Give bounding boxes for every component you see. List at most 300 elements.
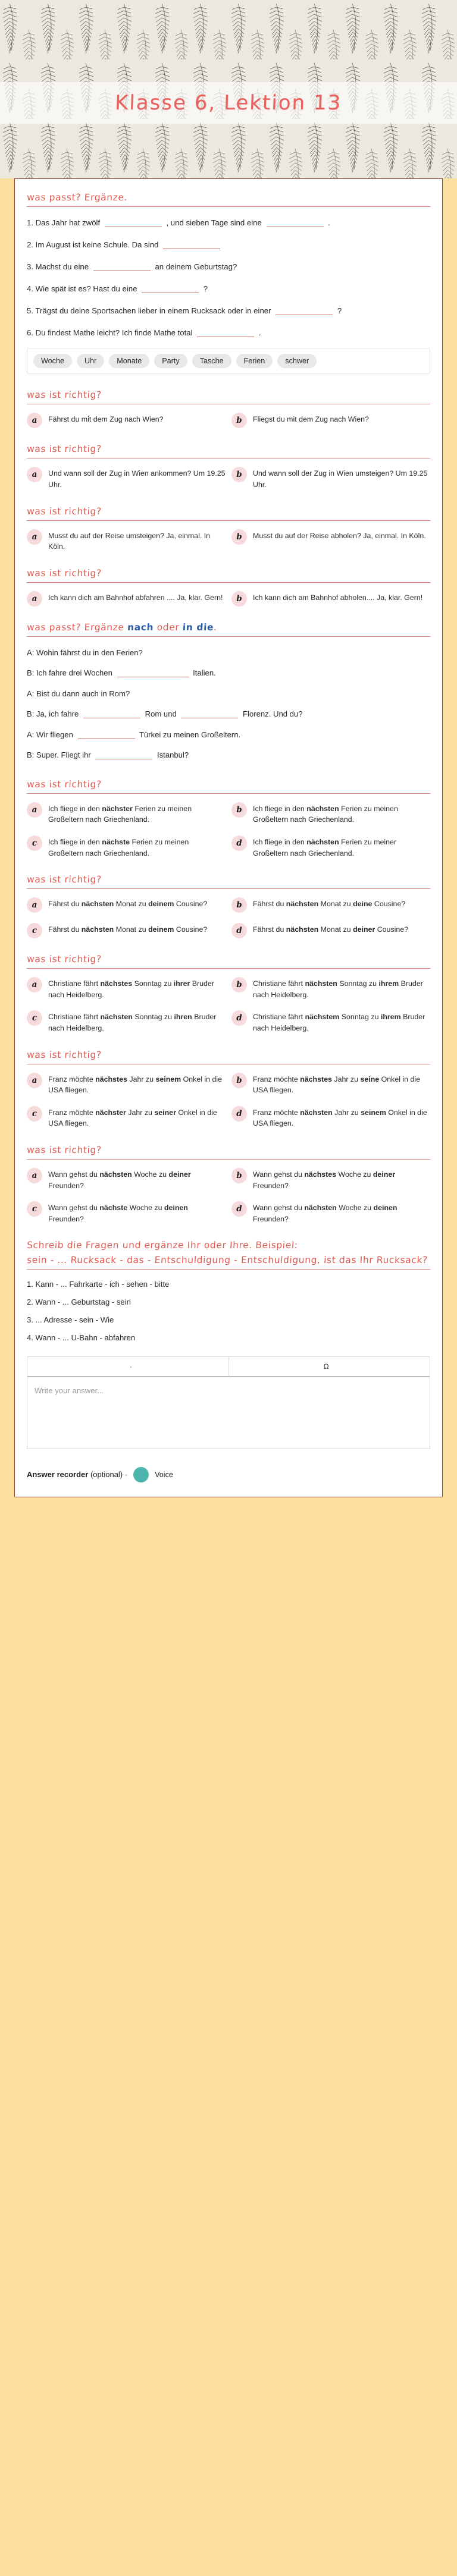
heading-divider: [27, 1269, 430, 1270]
worksheet-content: [15, 179, 442, 1455]
text-part: Christiane fährt: [48, 979, 101, 988]
option-badge: a: [27, 977, 42, 992]
heading-divider: [27, 582, 430, 583]
worksheet-sheet: [14, 178, 443, 1497]
section-heading: was ist richtig?: [26, 505, 102, 517]
example-prompt: sein - ... Rucksack - das - Entschuldigung: [26, 1255, 231, 1266]
blank-input[interactable]: [267, 218, 324, 227]
option-badge: a: [27, 1168, 42, 1183]
text-bold: nächsten: [81, 925, 114, 934]
blank-input[interactable]: [78, 730, 135, 739]
option-text: [48, 897, 207, 910]
text-part: Christiane fährt: [48, 1013, 101, 1022]
text-part: Cousine?: [174, 900, 208, 909]
text-part: Onkel in die USA fliegen.: [48, 1075, 223, 1095]
choice-option[interactable]: [231, 1010, 430, 1033]
section-heading: was ist richtig?: [26, 389, 102, 401]
dialog-line: [27, 665, 430, 681]
text-bold: nächster: [102, 804, 133, 813]
text-bold: deinen: [164, 1204, 188, 1212]
text-part: Franz möchte: [253, 1108, 301, 1117]
page-title: Klasse 6, Lektion 13: [114, 91, 343, 115]
bullet-list-icon[interactable]: ·: [129, 1362, 132, 1371]
option-badge: a: [27, 897, 42, 913]
text-bold: deinen: [373, 1204, 397, 1212]
section-subheading: [26, 1255, 430, 1268]
text-part: Franz möchte: [253, 1075, 301, 1083]
option-badge: a: [27, 413, 42, 428]
text-bold: nächsten: [306, 837, 339, 846]
option-text: [253, 1010, 430, 1033]
text-part: Woche zu: [127, 1204, 164, 1212]
dialog-line: [27, 686, 430, 702]
text-part: Sonntag zu: [132, 1013, 174, 1022]
option-text: Fährst du mit dem Zug nach Wien?: [48, 415, 164, 424]
option-badge: a: [27, 591, 42, 607]
text-part: Onkel in die USA fliegen.: [253, 1075, 421, 1095]
text-part: Bruder nach Heidelberg.: [253, 979, 423, 999]
text-bold: nächstes: [95, 1075, 127, 1083]
blank-input[interactable]: [197, 328, 254, 337]
choice-option[interactable]: [27, 897, 226, 913]
section-heading: was ist richtig?: [26, 1145, 102, 1156]
section-heading: was ist richtig?: [26, 954, 102, 965]
dialog-line: [27, 747, 430, 763]
dialog-text: A: Wohin fährst du in den Ferien?: [27, 648, 143, 657]
option-badge: a: [27, 529, 42, 545]
dialog-text: B: Ja, ich fahre: [27, 709, 79, 719]
item-text: 6. Du findest Mathe leicht? Ich finde Mathe total: [27, 328, 193, 338]
dialog-text: B: Super. Fliegt ihr: [27, 750, 91, 760]
text-bold: nächsten: [306, 804, 339, 813]
blank-input[interactable]: [163, 240, 220, 249]
choice-option[interactable]: [231, 1167, 430, 1191]
section-heading: Schreib die Fragen und ergänze Ihr oder Ihre. Beispiel:: [26, 1240, 299, 1251]
option-badge: a: [27, 467, 42, 482]
option-badge: d: [231, 1010, 247, 1026]
option-text: Musst du auf der Reise abholen? Ja, einmal. In Köln.: [253, 531, 426, 540]
text-bold: nächstem: [305, 1013, 340, 1022]
section-was-ist-richtig-5: [27, 779, 430, 859]
choice-option[interactable]: [231, 802, 430, 825]
text-bold: seinem: [155, 1075, 181, 1083]
blank-input[interactable]: [93, 262, 151, 271]
option-text: [48, 1167, 226, 1191]
choice-grid: [27, 1167, 430, 1224]
option-text: [48, 1072, 226, 1096]
section-nach-oder-in-die: [27, 622, 430, 764]
dialog-text: Italien.: [193, 668, 216, 678]
section-was-ist-richtig-1: [27, 389, 430, 428]
blank-input[interactable]: [83, 709, 140, 718]
choice-option[interactable]: [27, 835, 226, 859]
word-chip[interactable]: Ferien: [236, 354, 273, 368]
choice-option[interactable]: [27, 1010, 226, 1033]
blank-input[interactable]: [142, 284, 199, 293]
text-part: Freunden?: [48, 1181, 84, 1190]
choice-option[interactable]: [27, 976, 226, 1000]
text-part: Wann gehst du: [253, 1204, 305, 1212]
section-was-ist-richtig-6: [27, 874, 430, 938]
text-part: Cousine?: [372, 900, 406, 909]
heading-divider: [27, 206, 430, 207]
option-text: [48, 1010, 226, 1033]
dialog-text: A: Bist du dann auch in Rom?: [27, 689, 130, 698]
option-badge: b: [231, 467, 247, 482]
option-badge: c: [27, 1010, 42, 1026]
recorder-label-rest: (optional) -: [88, 1470, 128, 1479]
text-part: Cousine?: [375, 925, 409, 934]
option-text: [48, 922, 207, 935]
option-text: Und wann soll der Zug in Wien umsteigen? Um 19.25 Uhr.: [253, 469, 428, 489]
choice-option[interactable]: [231, 529, 430, 552]
fill-blank-item: [27, 237, 430, 253]
section-was-ist-richtig-9: [27, 1145, 430, 1224]
item-text: 1. Das Jahr hat zwölf: [27, 218, 101, 227]
option-text: [253, 802, 430, 825]
dialog-text: Florenz. Und du?: [243, 709, 303, 719]
choice-option[interactable]: [27, 1105, 226, 1129]
word-chip[interactable]: Monate: [109, 354, 149, 368]
fill-blank-item: [27, 215, 430, 231]
text-part: Wann gehst du: [48, 1204, 100, 1212]
recorder-label: [27, 1470, 127, 1479]
text-part: Wann gehst du: [48, 1170, 100, 1179]
item-text: an deinem Geburtstag?: [155, 262, 237, 272]
text-part: Ferien zu meinen Großeltern nach Griechenland.: [48, 804, 192, 824]
text-part: Fährst du: [253, 900, 286, 909]
choice-option[interactable]: [231, 590, 430, 607]
option-text: [253, 976, 430, 1000]
text-bold: deiner: [168, 1170, 191, 1179]
blank-input[interactable]: [181, 709, 238, 718]
option-badge: b: [231, 591, 247, 607]
item-text: .: [258, 328, 261, 338]
section-was-ist-richtig-4: [27, 568, 430, 607]
heading-divider: [27, 968, 430, 969]
section-heading: was ist richtig?: [26, 778, 102, 790]
choice-option[interactable]: [27, 802, 226, 825]
dialog-text: Rom und: [145, 709, 177, 719]
section-heading: was ist richtig?: [26, 874, 102, 885]
text-part: Ich fliege in den: [253, 804, 307, 813]
text-bold: nächsten: [286, 925, 319, 934]
text-bold: nächsten: [99, 1170, 132, 1179]
text-part: Bruder nach Heidelberg.: [48, 979, 214, 999]
text-part: Fährst du: [48, 900, 82, 909]
text-bold: nächsten: [286, 900, 319, 909]
text-part: Cousine?: [174, 925, 208, 934]
scramble-item: 3. ... Adresse - sein - Wie: [27, 1315, 114, 1325]
option-text: [48, 976, 226, 1000]
fill-blank-item: [27, 303, 430, 319]
text-part: Onkel in die USA fliegen.: [253, 1108, 427, 1128]
section-was-ist-richtig-8: [27, 1050, 430, 1129]
example-dash: -: [233, 1255, 238, 1266]
option-text: [253, 835, 430, 859]
choice-option[interactable]: [231, 976, 430, 1000]
heading-divider: [27, 793, 430, 794]
choice-option[interactable]: [27, 1072, 226, 1096]
word-chip[interactable]: Uhr: [77, 354, 104, 368]
answer-placeholder: Write your answer...: [35, 1386, 104, 1395]
text-bold: nächsten: [81, 900, 114, 909]
text-bold: nächsten: [100, 1013, 133, 1022]
section-schreib-die-fragen: [27, 1240, 430, 1449]
header-banner: [0, 0, 457, 178]
option-text: Ich kann dich am Bahnhof abholen.... Ja, klar. Gern!: [253, 593, 423, 602]
heading-part: .: [213, 621, 218, 633]
word-bank: [27, 348, 430, 374]
option-text: [48, 1105, 226, 1129]
item-text: 4. Wie spät ist es? Hast du eine: [27, 284, 137, 294]
text-part: Bruder nach Heidelberg.: [48, 1013, 217, 1032]
scramble-item: 1. Kann - ... Fahrkarte - ich - sehen - bitte: [27, 1280, 170, 1289]
text-bold: deinem: [148, 925, 174, 934]
choice-grid: [27, 529, 430, 552]
page-background: [0, 178, 457, 1513]
section-was-ist-richtig-2: [27, 444, 430, 490]
text-part: Monat zu: [114, 925, 149, 934]
dialog-line: [27, 727, 430, 743]
example-answer: Entschuldigung, ist das Ihr Rucksack?: [240, 1255, 428, 1266]
choice-option[interactable]: [27, 412, 226, 428]
text-part: Franz möchte: [48, 1108, 96, 1117]
option-badge: c: [27, 835, 42, 851]
item-text: ?: [203, 284, 208, 294]
section-was-ist-richtig-3: [27, 506, 430, 552]
text-bold: ihren: [174, 1013, 192, 1022]
scramble-item: 4. Wann - ... U-Bahn - abfahren: [27, 1333, 136, 1343]
text-part: Fährst du: [48, 925, 82, 934]
item-text: 3. Machst du eine: [27, 262, 89, 272]
text-bold: nächsten: [304, 1204, 337, 1212]
option-badge: b: [231, 977, 247, 992]
text-part: Monat zu: [114, 900, 149, 909]
text-part: Jahr zu: [126, 1108, 155, 1117]
choice-option[interactable]: [231, 466, 430, 490]
fill-blank-item: [27, 325, 430, 341]
option-text: [48, 835, 226, 859]
text-bold: nächsten: [305, 979, 337, 988]
dialog-text: Türkei zu meinen Großeltern.: [139, 730, 241, 739]
heading-divider: [27, 1159, 430, 1160]
blank-input[interactable]: [276, 306, 333, 315]
heading-divider: [27, 636, 430, 637]
word-chip[interactable]: Tasche: [192, 354, 231, 368]
text-part: Sonntag zu: [339, 1013, 381, 1022]
option-text: Musst du auf der Reise umsteigen? Ja, einmal. In Köln.: [48, 531, 211, 551]
text-part: Christiane fährt: [253, 1013, 305, 1022]
section-heading: was passt? Ergänze.: [26, 192, 128, 203]
fill-blank-item: [27, 259, 430, 275]
text-bold: seine: [360, 1075, 380, 1083]
choice-option[interactable]: [231, 1072, 430, 1096]
section-was-passt-erganze: [27, 192, 430, 374]
choice-grid: [27, 466, 430, 490]
dialog-line: [27, 645, 430, 661]
option-badge: b: [231, 897, 247, 913]
text-part: Monat zu: [318, 925, 353, 934]
text-bold: nächste: [102, 837, 130, 846]
choice-grid: [27, 976, 430, 1033]
choice-grid: [27, 802, 430, 859]
option-badge: d: [231, 1201, 247, 1217]
choice-option[interactable]: [27, 922, 226, 938]
answer-textarea[interactable]: [27, 1377, 430, 1449]
heading-part-in-die: in die: [182, 621, 214, 633]
text-part: Christiane fährt: [253, 979, 305, 988]
text-part: Freunden?: [48, 1214, 84, 1223]
text-part: Ferien zu meinen Großeltern nach Griechenland.: [253, 804, 398, 824]
word-chip[interactable]: Woche: [33, 354, 72, 368]
section-was-ist-richtig-7: [27, 954, 430, 1033]
text-bold: nächster: [95, 1108, 126, 1117]
choice-option[interactable]: [27, 1167, 226, 1191]
text-part: Ich fliege in den: [48, 837, 102, 846]
text-bold: deiner: [373, 1170, 396, 1179]
text-bold: nächstes: [304, 1170, 337, 1179]
item-text: ?: [337, 306, 342, 316]
option-badge: d: [231, 835, 247, 851]
choice-option[interactable]: [231, 922, 430, 938]
text-bold: ihrem: [378, 979, 399, 988]
choice-option[interactable]: [27, 590, 226, 607]
text-part: Wann gehst du: [253, 1170, 305, 1179]
option-badge: b: [231, 413, 247, 428]
choice-grid: [27, 897, 430, 938]
header-title-strip: [0, 82, 457, 124]
fill-blank-item: [27, 281, 430, 297]
dialog-text: A: Wir fliegen: [27, 730, 73, 739]
heading-part: was passt? Ergänze: [26, 621, 128, 633]
section-heading: [26, 622, 217, 636]
voice-label: Voice: [155, 1470, 173, 1479]
word-chip[interactable]: schwer: [277, 354, 317, 368]
text-part: Sonntag zu: [337, 979, 379, 988]
item-text: 2. Im August ist keine Schule. Da sind: [27, 240, 159, 250]
option-text: Ich kann dich am Bahnhof abfahren .... Ja, klar. Gern!: [48, 593, 223, 602]
special-character-icon[interactable]: Ω: [323, 1362, 329, 1371]
text-bold: deine: [353, 900, 373, 909]
heading-part: oder: [153, 621, 183, 633]
text-part: Franz möchte: [48, 1075, 96, 1083]
text-bold: ihrem: [380, 1013, 401, 1022]
dialog-text: B: Ich fahre drei Wochen: [27, 668, 112, 678]
option-badge: d: [231, 923, 247, 938]
option-text: [253, 922, 408, 935]
option-text: [253, 897, 405, 910]
editor-toolbar: [27, 1357, 430, 1377]
heading-part-nach: nach: [127, 621, 154, 633]
blank-input[interactable]: [105, 218, 162, 227]
option-text: [253, 1201, 430, 1224]
choice-grid: [27, 1072, 430, 1129]
heading-divider: [27, 888, 430, 889]
text-part: Ferien zu meinen Großeltern nach Griechenland.: [48, 837, 189, 857]
option-text: [253, 1072, 430, 1096]
section-heading: was ist richtig?: [26, 567, 102, 579]
option-badge: b: [231, 529, 247, 545]
item-text: .: [328, 218, 330, 227]
text-part: Bruder nach Heidelberg.: [253, 1013, 425, 1032]
text-part: Jahr zu: [127, 1075, 156, 1083]
choice-grid: [27, 590, 430, 607]
option-badge: d: [231, 1106, 247, 1121]
answer-editor: [27, 1356, 430, 1449]
choice-option[interactable]: [231, 412, 430, 428]
record-button[interactable]: [133, 1467, 149, 1482]
option-badge: c: [27, 1106, 42, 1121]
text-bold: nächsten: [300, 1108, 333, 1117]
item-text: , und sieben Tage sind eine: [166, 218, 262, 227]
blank-input[interactable]: [95, 750, 152, 759]
option-text: [48, 1201, 226, 1224]
option-badge: b: [231, 802, 247, 818]
text-part: Freunden?: [253, 1181, 289, 1190]
option-text: [253, 1167, 430, 1191]
text-bold: deinem: [148, 900, 174, 909]
choice-option[interactable]: [27, 466, 226, 490]
dialog-line: [27, 706, 430, 722]
answer-recorder-row: [15, 1455, 442, 1497]
text-bold: deiner: [353, 925, 375, 934]
text-part: Monat zu: [318, 900, 353, 909]
option-text: [48, 802, 226, 825]
word-chip[interactable]: Party: [154, 354, 187, 368]
text-part: Freunden?: [253, 1214, 289, 1223]
option-badge: c: [27, 923, 42, 938]
option-badge: b: [231, 1168, 247, 1183]
choice-option[interactable]: [231, 1201, 430, 1224]
choice-option[interactable]: [231, 1105, 430, 1129]
text-bold: seiner: [154, 1108, 176, 1117]
section-heading: was ist richtig?: [26, 444, 102, 455]
choice-option[interactable]: [231, 897, 430, 913]
choice-option[interactable]: [231, 835, 430, 859]
text-part: Woche zu: [132, 1170, 169, 1179]
option-badge: a: [27, 802, 42, 818]
text-part: Ich fliege in den: [48, 804, 102, 813]
blank-input[interactable]: [117, 668, 189, 677]
option-text: [253, 1105, 430, 1129]
option-badge: b: [231, 1073, 247, 1088]
choice-grid: [27, 412, 430, 428]
heading-divider: [27, 520, 430, 521]
section-heading: was ist richtig?: [26, 1049, 102, 1060]
text-bold: nächstes: [300, 1075, 332, 1083]
choice-option[interactable]: [27, 529, 226, 552]
option-text: Und wann soll der Zug in Wien ankommen? Um 19.25 Uhr.: [48, 469, 226, 489]
text-part: Ich fliege in den: [253, 837, 307, 846]
text-bold: seinem: [361, 1108, 386, 1117]
text-part: Jahr zu: [331, 1075, 361, 1083]
text-part: Ferien zu meiner Großeltern nach Griechenland.: [253, 837, 397, 857]
text-part: Woche zu: [336, 1170, 373, 1179]
scramble-item: 2. Wann - ... Geburtstag - sein: [27, 1298, 131, 1307]
choice-option[interactable]: [27, 1201, 226, 1224]
option-badge: a: [27, 1073, 42, 1088]
option-text: Fliegst du mit dem Zug nach Wien?: [253, 415, 369, 424]
toolbar-divider: [228, 1356, 229, 1377]
text-bold: nächstes: [100, 979, 133, 988]
text-bold: ihrer: [173, 979, 190, 988]
item-text: 5. Trägst du deine Sportsachen lieber in einem Rucksack oder in einer: [27, 306, 271, 316]
dialog-text: Istanbul?: [157, 750, 189, 760]
option-badge: c: [27, 1201, 42, 1217]
text-part: Onkel in die USA fliegen.: [48, 1108, 217, 1128]
text-part: Sonntag zu: [132, 979, 174, 988]
